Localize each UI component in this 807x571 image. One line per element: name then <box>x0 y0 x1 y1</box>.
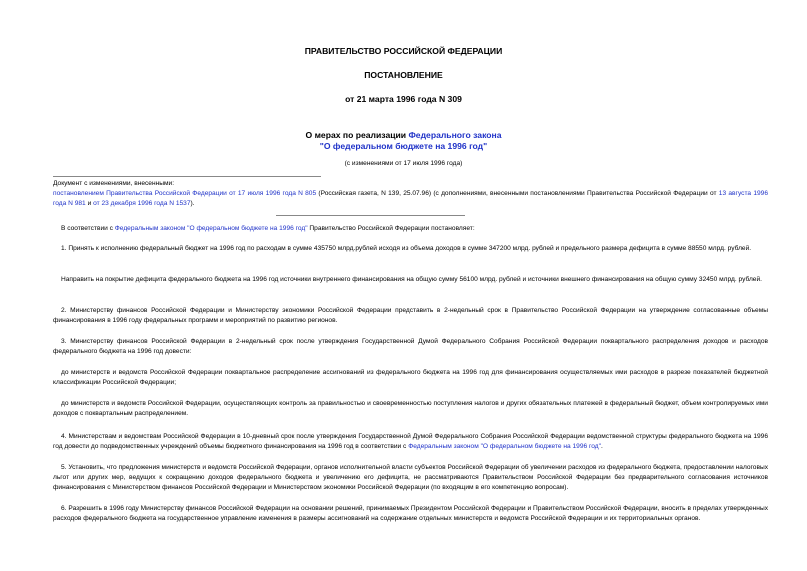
federal-law-title-link-2[interactable]: "О федеральном бюджете на 1996 год" <box>319 141 488 151</box>
paragraph-3 <box>53 337 768 357</box>
paragraph-2 <box>53 306 768 326</box>
paragraph-4-law-link[interactable]: Федеральным законом "О федеральном бюджете на 1996 год" <box>408 443 601 451</box>
amendment-link-805[interactable]: постановлением Правительства Российской Федерации от 17 июля 1996 года N 805 <box>53 190 317 197</box>
paragraph-3a-text: до министерств и ведомств Российской Федерации поквартальное распределение ассигнований из федерального бюджета на 1996 год для финансирования осуществляемых ими расходов в разрезе показателей бюджетной классификации Российской Федерации; <box>53 369 768 387</box>
paragraph-3a <box>53 368 768 388</box>
paragraph-3b-text: до министерств и ведомств Российской Федерации, осуществляющих контроль за правильностью и своевременностью поступления налогов и других обязательных платежей в федеральный бюджет, объем контролируемых ими доходов с поквартальным распределением. <box>53 400 768 418</box>
paragraph-6-text: 6. Разрешить в 1996 году Министерству финансов Российской Федерации на основании решений, принимаемых Президентом Российской Федерации и Правительством Российской Федерации, вносить в пределах утвержденных расходов федерального бюджета на государственное управление изменения в размеры ассигнований на содержание отдельных министерств и ведомств Российской Федерации и их территориальных органов. <box>53 505 768 523</box>
amendments-text-2: и <box>85 200 94 208</box>
amendment-link-1537[interactable]: от 23 декабря 1996 года N 1537 <box>93 200 191 208</box>
paragraph-4-text: 4. Министерствам и ведомствам Российской Федерации в 10-дневный срок после утверждения Государственной Думой Федерального Собрания Российской Федерации ведомственной структуры федерального бюджета на 1996 год довести до подведомственных учреждений объемы бюджетного финансирования на 1996 год в соответствии с <box>53 433 768 451</box>
document-title-line2 <box>0 141 807 152</box>
paragraph-4-end: . <box>600 443 603 451</box>
document-title <box>0 130 807 141</box>
federal-law-title-link[interactable]: Федерального закона <box>408 130 502 140</box>
changes-note: (с изменениями от 17 июля 1996 года) <box>344 160 463 167</box>
intro-paragraph <box>53 224 768 234</box>
paragraph-3-text: 3. Министерству финансов Российской Федерации в 2-недельный срок после утверждения Государственной Думой Федерального Собрания Российской Федерации поквартального распределения доходов и расходов федерального бюджета на 1996 год довести: <box>53 338 768 356</box>
paragraph-1-text: 1. Принять к исполнению федеральный бюджет на 1996 год по расходам в сумме 435750 млрд.рублей исходя из объема доходов в сумме 347200 млрд. рублей и предельного размера дефицита в сумме 88550 млрд. рублей. <box>61 245 752 252</box>
paragraph-5 <box>53 463 768 494</box>
intro-suffix: Правительство Российской Федерации постановляет: <box>307 225 475 232</box>
paragraph-1b <box>53 275 768 285</box>
paragraph-1b-text: Направить на покрытие дефицита федерального бюджета на 1996 год источники внутреннего финансирования на общую сумму 56100 млрд. рублей и источники внешнего финансирования на общую сумму 32450 млрд. рублей. <box>61 276 762 283</box>
title-prefix: О мерах по реализации <box>305 130 409 140</box>
paragraph-3b <box>53 399 768 419</box>
amendments-text-3: ). <box>190 200 195 208</box>
amendments-text-1: (Российская газета, N 139, 25.07.96) (с дополнениями, внесенными постановлениями Правительства Российской Федерации от <box>316 190 719 197</box>
intro-prefix: В соответствии с <box>61 225 115 232</box>
amendments-heading: Документ с изменениями, внесенными: <box>53 180 175 187</box>
divider-top <box>53 176 321 177</box>
paragraph-2-text: 2. Министерству финансов Российской Федерации и Министерству экономики Российской Федерации представить в 2-недельный срок в Правительство Российской Федерации на утверждение согласованные объемы финансирования в 1996 году федеральных программ и мероприятий по развитию регионов. <box>53 307 768 325</box>
amendments-text <box>53 189 768 209</box>
document-date-number: от 21 марта 1996 года N 309 <box>345 94 462 104</box>
paragraph-5-text: 5. Установить, что предложения министерств и ведомств Российской Федерации, органов исполнительной власти субъектов Российской Федерации об увеличении расходов из федерального бюджета, предоставлении налоговых льгот или других мер, ведущих к сокращению доходов федерального бюджета и увеличению его дефицита, не рассматриваются Правительством Российской Федерации без предварительного согласования источников финансирования с Министерством финансов Российской Федерации и Министерством экономики Российской Федерации (по входящим в его компетенцию вопросам). <box>53 464 768 492</box>
paragraph-4 <box>53 432 768 452</box>
paragraph-1 <box>53 244 768 254</box>
amendment-link-981[interactable]: 13 августа 1996 года N 981 <box>53 190 769 208</box>
paragraph-6 <box>53 504 768 524</box>
divider-bottom <box>276 215 465 216</box>
government-heading: ПРАВИТЕЛЬСТВО РОССИЙСКОЙ ФЕДЕРАЦИИ <box>304 46 503 56</box>
intro-law-link[interactable]: Федеральным законом "О федеральном бюджете на 1996 год" <box>114 225 308 232</box>
document-type: ПОСТАНОВЛЕНИЕ <box>364 70 443 80</box>
